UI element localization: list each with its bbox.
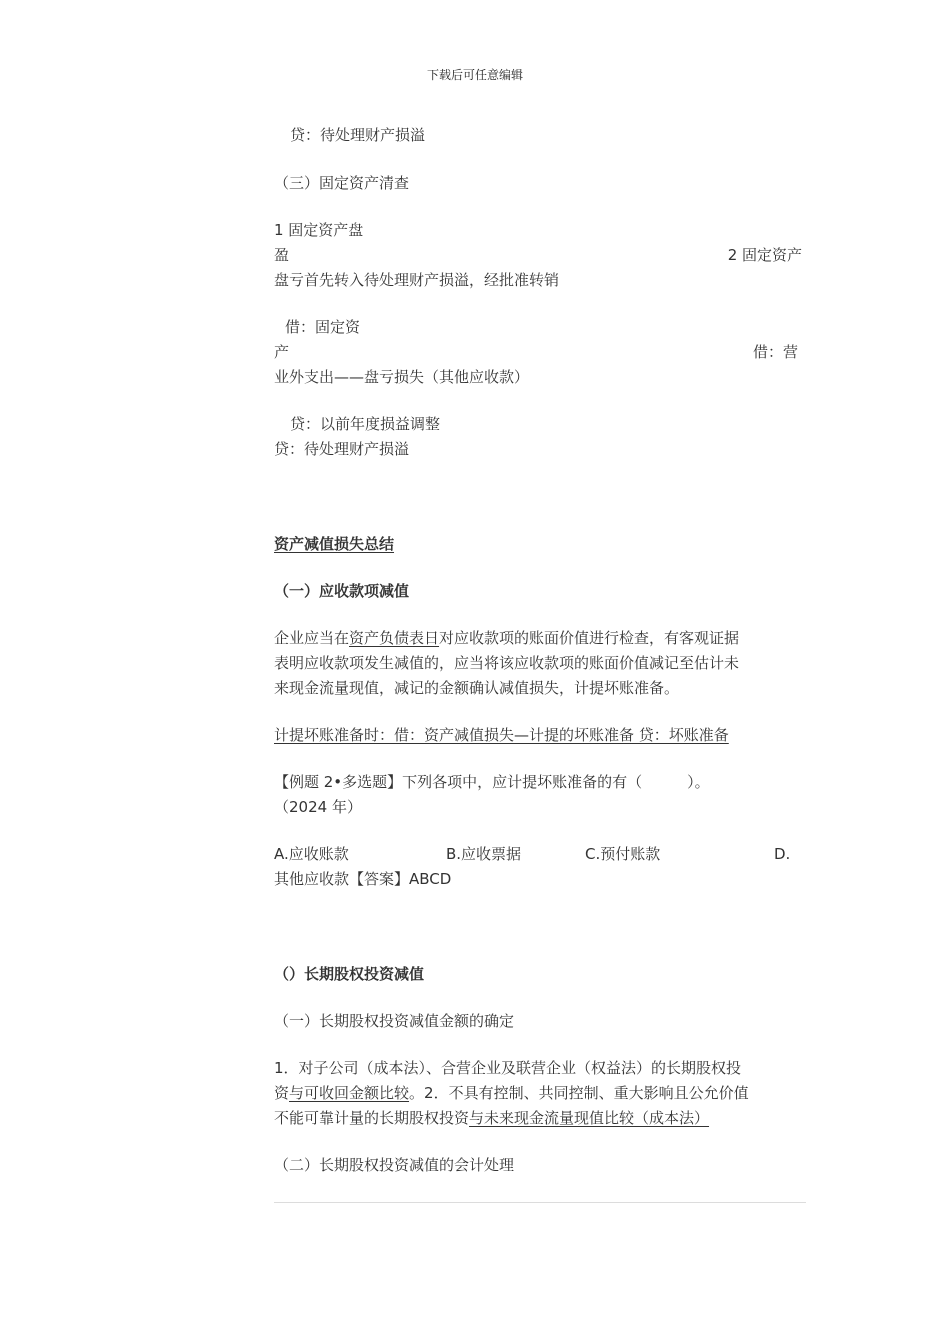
answer-line: 其他应收款【答案】ABCD [274,870,452,888]
text-line: 来现金流量现值，减记的金额确认减值损失，计提坏账准备。 [274,679,680,697]
text-line [274,340,798,365]
text-line: 贷：待处理财产损溢 [274,440,410,458]
journal-entry-line: 计提坏账准备时：借：资产减值损失—计提的坏账准备 贷：坏账准备 [274,726,729,744]
text-line [274,1106,709,1131]
text-fragment: 。2．不具有控制、共同控制、重大影响且公允价值 [409,1084,749,1102]
underlined-term: 与未来现金流量现值比较（成本法） [469,1109,710,1127]
text-line [274,626,739,651]
example-question: 【例题 2•多选题】下列各项中，应计提坏账准备的有（ ）。 [274,773,710,791]
text-line: （三）固定资产清查 [274,174,410,192]
subsection-title: （）长期股权投资减值 [274,965,425,983]
example-year: （2024 年） [274,798,362,816]
subsection-title: （一）应收款项减值 [274,582,410,600]
divider [274,1202,806,1203]
text-fragment: 企业应当在 [274,629,350,647]
text-line [274,243,802,268]
text-line: 贷：以前年度损益调整 [290,415,441,433]
option-a: A.应收账款 [274,845,349,863]
text-line: （二）长期股权投资减值的会计处理 [274,1156,515,1174]
text-line: 1 固定资产盘 [274,221,364,239]
option-c: C.预付账款 [585,845,661,863]
page-header: 下载后可任意编辑 [426,68,523,82]
text-line: 表明应收款项发生减值的，应当将该应收款项的账面价值减记至估计未 [274,654,740,672]
text-line: 业外支出——盘亏损失（其他应收款） [274,368,530,386]
text-fragment: 不能可靠计量的长期股权投资 [274,1109,470,1127]
text-line: 盘亏首先转入待处理财产损溢，经批准转销 [274,271,560,289]
text-fragment: 2 固定资产 [727,246,802,264]
underlined-term: 与可收回金额比较 [289,1084,410,1102]
text-line: 借：固定资 [285,318,361,336]
text-line [274,1081,749,1106]
section-title: 资产减值损失总结 [274,535,395,553]
underlined-term: 资产负债表日 [349,629,440,647]
text-fragment: 盈 [274,246,290,264]
text-line: 贷：待处理财产损溢 [290,126,426,144]
text-fragment: 资 [274,1084,290,1102]
text-fragment: 借：营 [752,343,798,361]
text-fragment: 产 [274,343,290,361]
text-line: （一）长期股权投资减值金额的确定 [274,1012,515,1030]
text-fragment: 对应收款项的账面价值进行检查，有客观证据 [439,629,740,647]
text-line: 1．对子公司（成本法）、合营企业及联营企业（权益法）的长期股权投 [274,1059,742,1077]
option-b: B.应收票据 [446,845,522,863]
option-d: D. [774,845,791,863]
